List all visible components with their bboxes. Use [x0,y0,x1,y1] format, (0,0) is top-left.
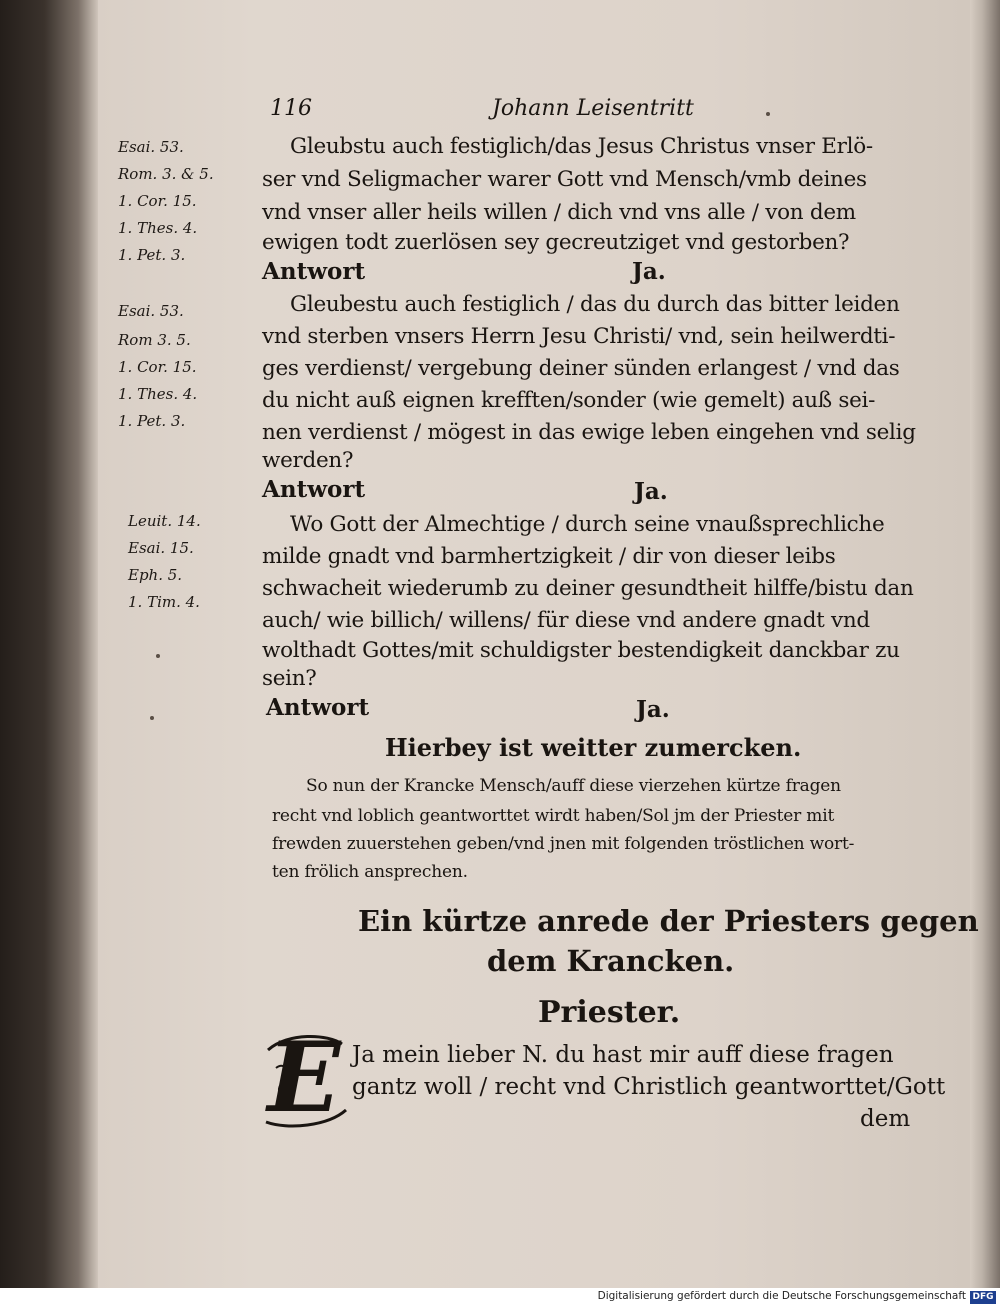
note-line: frewden zuuerstehen geben/vnd jnen mit folgenden tröstlichen wort- [272,834,855,854]
ink-speck [150,716,154,720]
section-heading: Ein kürtze anrede der Priesters gegen [358,904,979,938]
text-line: nen verdienst / mögest in das ewige leben eingehen vnd selig [262,420,916,445]
margin-note: 1. Thes. 4. [118,219,198,237]
text-line: Gleubstu auch festiglich/das Jesus Christus vnser Erlö- [290,134,873,159]
speaker-heading: Priester. [538,995,681,1030]
margin-note: Esai. 53. [118,138,184,156]
section-heading: dem Krancken. [487,944,735,978]
text-line: gantz woll / recht vnd Christlich geantworttet/Gott [352,1074,946,1100]
margin-note: 1. Thes. 4. [118,385,198,403]
margin-note: 1. Pet. 3. [118,246,186,264]
margin-note: Leuit. 14. [128,512,201,530]
text-line: dem [860,1106,911,1132]
binding-shadow [0,0,98,1288]
text-line: ges verdienst/ vergebung deiner sünden erlangest / vnd das [262,356,900,381]
ink-speck [156,654,160,658]
answer-value: Ja. [632,258,666,285]
drop-initial: E [267,1021,341,1134]
running-title: Johann Leisentritt [492,96,694,121]
answer-value: Ja. [634,478,668,505]
margin-note: 1. Tim. 4. [128,593,200,611]
text-line: Gleubestu auch festiglich / das du durch das bitter leiden [290,292,900,317]
margin-note: Esai. 53. [118,302,184,320]
margin-note: 1. Pet. 3. [118,412,186,430]
ink-speck [766,112,770,116]
text-line: vnd vnser aller heils willen / dich vnd vns alle / von dem [262,200,856,225]
text-line: vnd sterben vnsers Herrn Jesu Christi/ vnd, sein heilwerdti- [262,324,896,349]
note-line: So nun der Krancke Mensch/auff diese vierzehen kürtze fragen [306,776,841,796]
note-line: recht vnd loblich geantworttet wirdt haben/Sol jm der Priester mit [272,806,835,826]
margin-note: 1. Cor. 15. [118,358,197,376]
text-line: wolthadt Gottes/mit schuldigster bestendigkeit danckbar zu [262,638,900,663]
text-line: Ja mein lieber N. du hast mir auff diese fragen [352,1042,894,1068]
text-line: milde gnadt vnd barmhertzigkeit / dir von dieser leibs [262,544,836,569]
dfg-logo: DFG [970,1291,996,1304]
answer-label: Antwort [262,258,366,285]
note-heading: Hierbey ist weitter zumercken. [385,733,802,762]
note-line: ten frölich ansprechen. [272,862,468,882]
text-line: sein? [262,666,317,691]
text-line: Wo Gott der Almechtige / durch seine vnaußsprechliche [290,512,885,537]
margin-note: Esai. 15. [128,539,194,557]
right-shadow [970,0,1000,1288]
answer-label: Antwort [262,476,366,503]
text-line: schwacheit wiederumb zu deiner gesundtheit hilffe/bistu dan [262,576,914,601]
text-line: ser vnd Seligmacher warer Gott vnd Mensch/vmb deines [262,167,867,192]
answer-label: Antwort [266,694,370,721]
margin-note: Eph. 5. [128,566,183,584]
text-line: du nicht auß eignen krefften/sonder (wie gemelt) auß sei- [262,388,876,413]
digitization-credit: Digitalisierung gefördert durch die Deutsche Forschungsgemeinschaft [597,1290,966,1302]
text-line: ewigen todt zuerlösen sey gecreutziget vnd gestorben? [262,230,850,255]
text-line: auch/ wie billich/ willens/ für diese vnd andere gnadt vnd [262,608,870,633]
answer-value: Ja. [636,696,670,723]
margin-note: Rom. 3. & 5. [118,165,214,183]
margin-note: Rom 3. 5. [118,331,191,349]
text-line: werden? [262,448,354,473]
page-number: 116 [270,96,312,121]
margin-note: 1. Cor. 15. [118,192,197,210]
